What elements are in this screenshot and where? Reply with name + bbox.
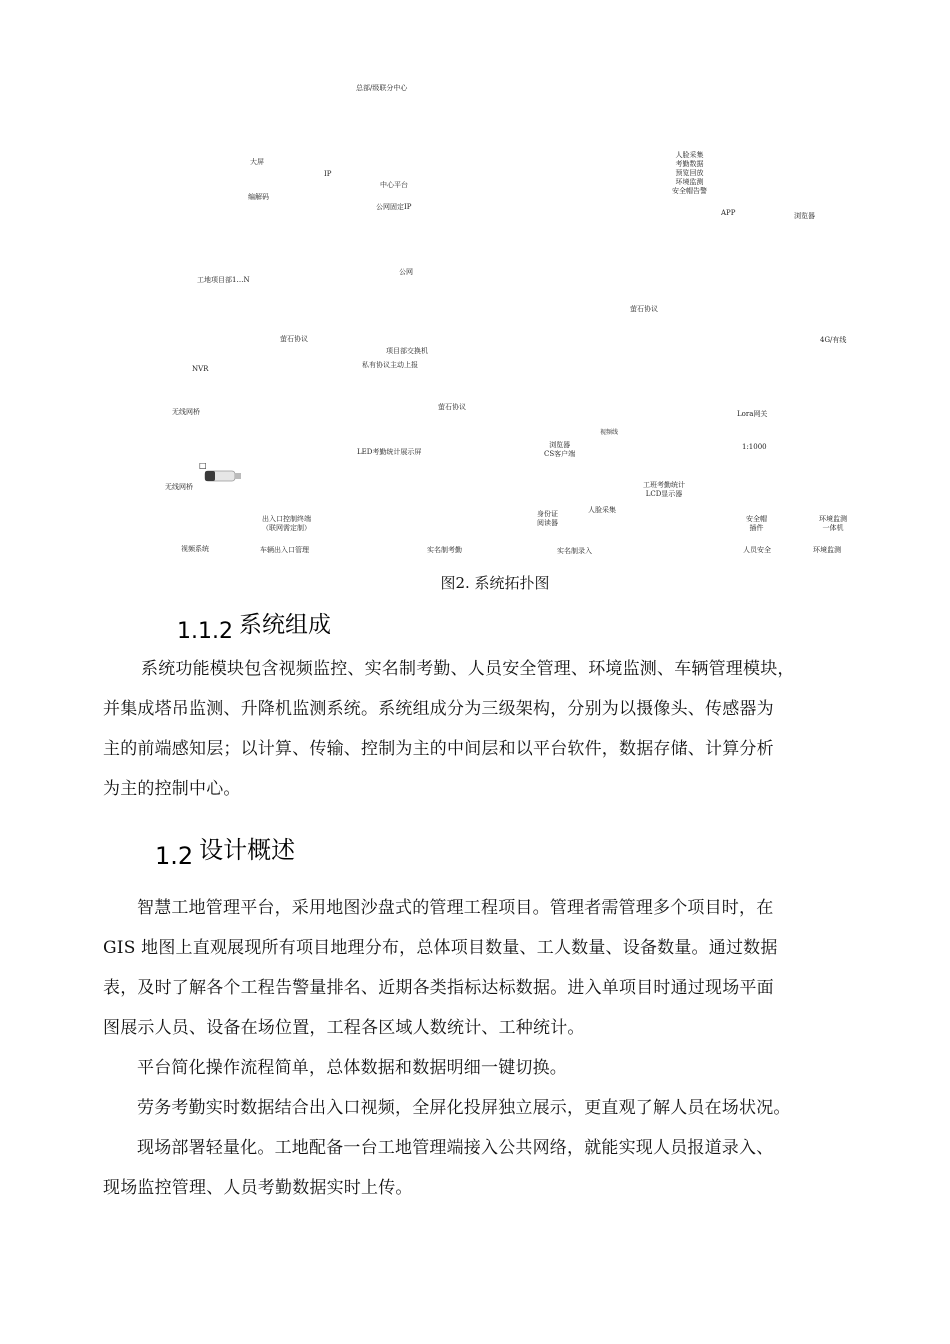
env-monitor-label: 环境监测 [813,546,841,554]
big-screen-label: 大屏 [250,158,264,166]
paragraph-line: 现场部署轻量化。工地配备一台工地管理端接入公共网络，就能实现人员报道录入、 [137,1138,774,1158]
paragraph-line: 现场监控管理、人员考勤数据实时上传。 [103,1178,413,1198]
section-12-paragraphs [103,888,848,1208]
env-machine-label: 环境监测 一体机 [819,515,847,532]
project-dept-label: 工地项目部1…N [197,276,250,284]
paragraph-line: 劳务考勤实时数据结合出入口视频，全屏化投屏独立展示，更直观了解人员在场状况。 [137,1098,791,1118]
realname-entry-label: 实名制录入 [557,547,592,555]
section-112-heading [177,612,331,645]
ezviz-mid-label: 萤石协议 [438,403,466,411]
paragraph-line: 平台简化操作流程简单，总体数据和数据明细一键切换。 [137,1058,567,1078]
browser-cs-label: 浏览器 CS客户端 [544,441,576,458]
section-12-heading [155,836,295,871]
section-112-title: 系统组成 [238,612,331,638]
lora-gateway-label: Lora网关 [737,410,768,418]
face-collect-label: 人脸采集 [588,506,616,514]
vehicle-mgmt-label: 车辆出入口管理 [260,546,309,554]
entrance-terminal-label: 出入口控制终端 （联网需定制） [262,515,311,532]
helmet-plugin-label: 安全帽 插件 [746,515,767,532]
4g-label: 4G/有线 [820,336,847,344]
camera-icon [204,468,242,484]
section-12-number: 1.2 [155,842,194,870]
nvr-label: NVR [192,365,209,373]
section-12-title: 设计概述 [199,836,296,864]
camera-mark: □ [199,461,207,470]
section-112-number: 1.1.2 [177,619,233,644]
public-ip-label: 公网固定IP [376,203,412,211]
id-reader-label: 身份证 阅读器 [537,510,558,527]
face-data-block: 人脸采集 考勤数据 预览回放 环境监测 安全帽告警 [672,151,707,195]
hq-label: 总部/级联分中心 [356,84,408,92]
paragraph-line: 表，及时了解各个工程告警量排名、近期各类指标达标数据。进入单项目时通过现场平面 [103,978,774,998]
codec-label: 编解码 [248,193,269,201]
personnel-safety-label: 人员安全 [743,546,771,554]
public-net-label: 公网 [399,268,413,276]
paragraph-line: 图展示人员、设备在场位置，工程各区域人数统计、工种统计。 [103,1018,585,1038]
switch-label: 项目部交换机 [386,347,428,355]
led-screen-label: LED考勤统计展示屏 [357,448,422,456]
paragraph-line: 系统功能模块包含视频监控、实名制考勤、人员安全管理、环境监测、车辆管理模块， [141,659,795,679]
paragraph-line: 主的前端感知层；以计算、传输、控制为主的中间层和以平台软件，数据存储、计算分析 [103,739,774,759]
wireless-bridge-top-label: 无线网桥 [172,408,200,416]
private-protocol-label: 私有协议主动上报 [362,361,418,369]
browser-top-label: 浏览器 [794,212,815,220]
paragraph-line: 智慧工地管理平台，采用地图沙盘式的管理工程项目。管理者需管理多个项目时，在 [137,898,774,918]
ezviz-left-label: 萤石协议 [280,335,308,343]
ratio-label: 1:1000 [742,443,767,451]
realname-attendance-label: 实名制考勤 [427,546,462,554]
section-112-paragraph [103,649,848,809]
paragraph-line: 为主的控制中心。 [103,779,241,799]
paragraph-line: GIS 地图上直观展现所有项目地理分布，总体项目数量、工人数量、设备数量。通过数据 [103,938,778,958]
app-label: APP [721,209,736,217]
video-line-label: 视频线 [600,429,619,436]
ip-label: IP [324,170,332,178]
lcd-display-label: 工班考勤统计 LCD显示器 [643,481,685,498]
ezviz-right-label: 萤石协议 [630,305,658,313]
wireless-bridge-bottom-label: 无线网桥 [165,483,193,491]
video-system-label: 视频系统 [181,545,209,553]
center-platform-label: 中心平台 [380,181,408,189]
paragraph-line: 并集成塔吊监测、升降机监测系统。系统组成分为三级架构，分别为以摄像头、传感器为 [103,699,774,719]
figure-caption: 图2. 系统拓扑图 [440,574,550,592]
